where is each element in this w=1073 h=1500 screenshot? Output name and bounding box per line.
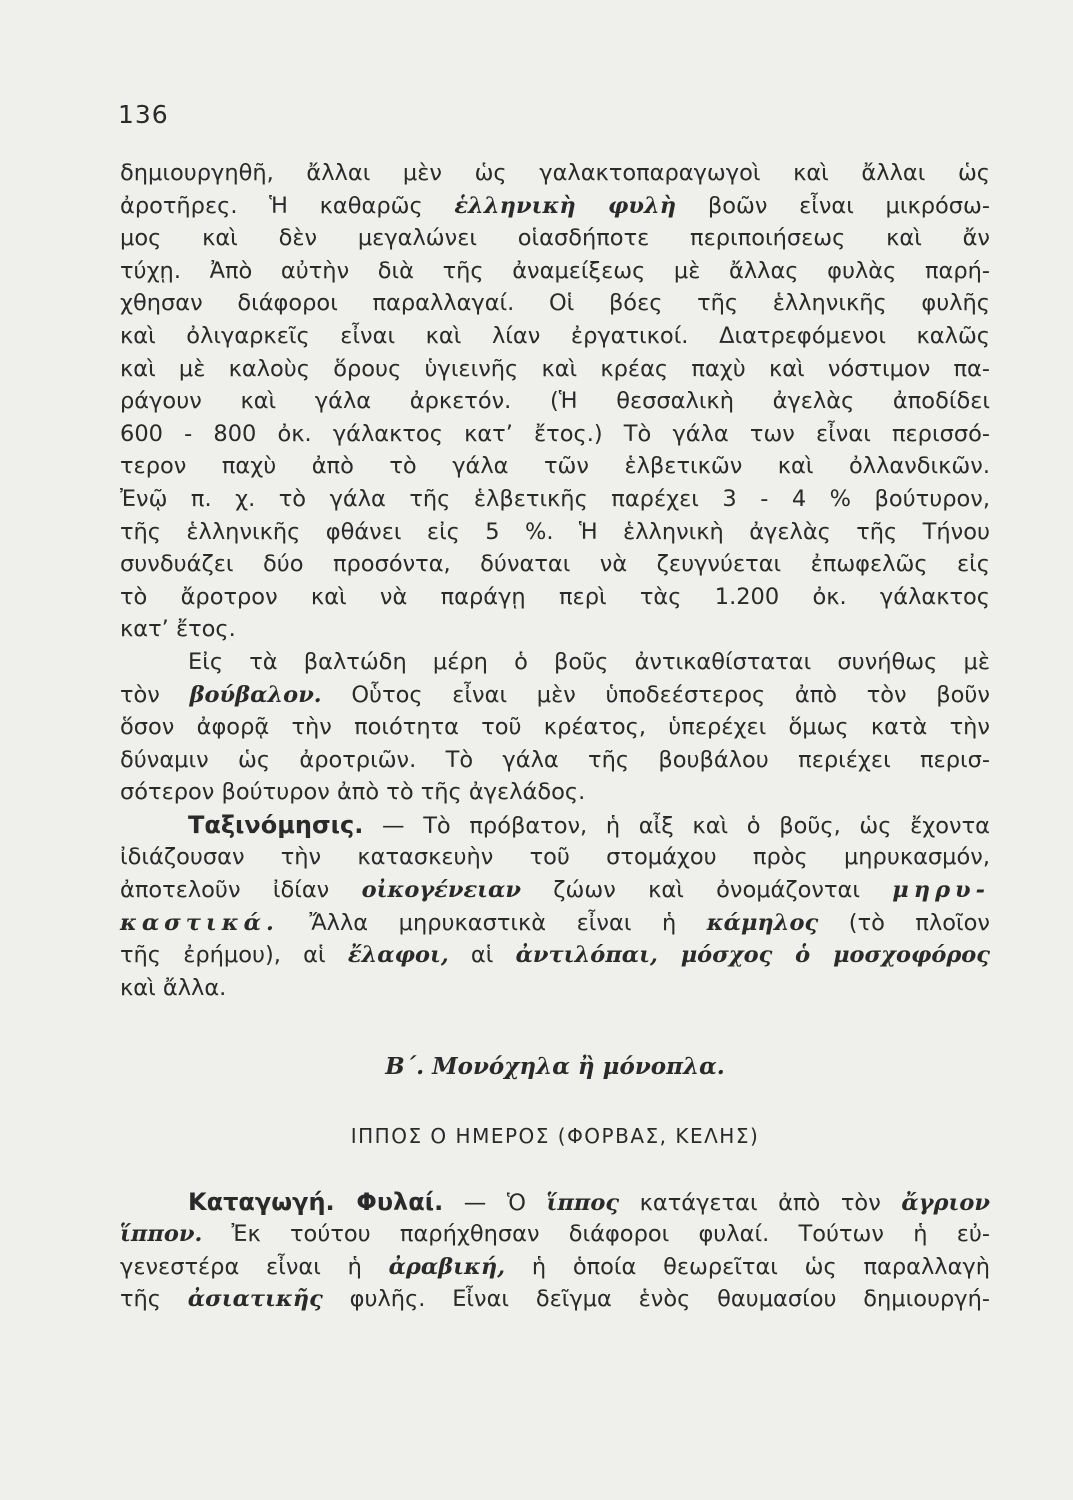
text-line: 600 - 800 ὀκ. γάλακτος κατ’ ἔτος.) Τὸ γάλα των εἶναι περισσό- bbox=[120, 420, 990, 447]
text-line: τῆς ἐρήμου), αἱ ἔλαφοι, αἱ ἀντιλόπαι, μόσχος ὁ μοσχοφόρος bbox=[120, 942, 990, 969]
section-title: Β΄. Μονόχηλα ἢ μόνοπλα. bbox=[385, 1053, 725, 1081]
text-line: τῆς ἀσιατικῆς φυλῆς. Εἶναι δεῖγμα ἑνὸς θαυμασίου δημιουργή- bbox=[120, 1286, 990, 1313]
emphasis: καστικά. bbox=[120, 909, 279, 936]
text-line: τερον παχὺ ἀπὸ τὸ γάλα τῶν ἑλβετικῶν καὶ ὀλλανδικῶν. bbox=[120, 453, 990, 480]
text-line: τὸν βούβαλον. Οὗτος εἶναι μὲν ὑποδεέστερος ἀπὸ τὸν βοῦν bbox=[120, 681, 990, 708]
text-line: ράγουν καὶ γάλα ἀρκετόν. (Ἡ θεσσαλικὴ ἀγελὰς ἀποδίδει bbox=[120, 388, 990, 415]
page-body bbox=[120, 157, 990, 1316]
text-line: καστικά. Ἄλλα μηρυκαστικὰ εἶναι ἡ κάμηλος (τὸ πλοῖον bbox=[120, 909, 990, 936]
text-line: Καταγωγή. Φυλαί. — Ὁ ἵππος κατάγεται ἀπὸ τὸν ἄγριον bbox=[188, 1187, 990, 1216]
text-line: δύναμιν ὡς ἀροτριῶν. Τὸ γάλα τῆς βουβάλου περιέχει περισ- bbox=[120, 746, 990, 773]
text-line: ἵππον. Ἐκ τούτου παρήχθησαν διάφοροι φυλαί. Τούτων ἡ εὐ- bbox=[120, 1221, 990, 1248]
run-in-heading: Ταξινόμησις. bbox=[188, 810, 364, 839]
emphasis: μηρυ- bbox=[892, 877, 991, 904]
subsection-title: ΙΠΠΟΣ Ο ΗΜΕΡΟΣ (ΦΟΡΒΑΣ, ΚΕΛΗΣ) bbox=[350, 1124, 760, 1149]
emphasis: ἵππον. bbox=[120, 1221, 203, 1248]
text-line: καὶ μὲ καλοὺς ὅρους ὑγιεινῆς καὶ κρέας παχὺ καὶ νόστιμον πα- bbox=[120, 355, 990, 382]
emphasis: ἀντιλόπαι, μόσχος ὁ μοσχοφόρος bbox=[515, 942, 990, 969]
text-line: ἀποτελοῦν ἰδίαν οἰκογένειαν ζώων καὶ ὀνομάζονται μηρυ- bbox=[120, 877, 991, 904]
text-line: Ἐνῷ π. χ. τὸ γάλα τῆς ἑλβετικῆς παρέχει 3 - 4 % βούτυρον, bbox=[120, 485, 990, 512]
text-line: κατ’ ἔτος. bbox=[120, 616, 236, 643]
text-line: ἰδιάζουσαν τὴν κατασκευὴν τοῦ στομάχου πρὸς μηρυκασμόν, bbox=[120, 844, 990, 871]
text-line: χθησαν διάφοροι παραλλαγαί. Οἱ βόες τῆς ἑλληνικῆς φυλῆς bbox=[120, 290, 990, 317]
text-line: Ταξινόμησις. — Τὸ πρόβατον, ἡ αἶξ καὶ ὁ βοῦς, ὡς ἔχοντα bbox=[188, 810, 990, 839]
emphasis: ἔλαφοι, bbox=[347, 942, 449, 969]
page-number: 136 bbox=[118, 100, 169, 129]
emphasis: ἄγριον bbox=[901, 1189, 990, 1216]
emphasis: ἑλληνικὴ φυλὴ bbox=[454, 192, 677, 219]
text-line: σότερον βούτυρον ἀπὸ τὸ τῆς ἀγελάδος. bbox=[120, 779, 586, 806]
text-line: τὸ ἄροτρον καὶ νὰ παράγῃ περὶ τὰς 1.200 ὀκ. γάλακτος bbox=[120, 583, 990, 610]
text-line: ὅσον ἀφορᾷ τὴν ποιότητα τοῦ κρέατος, ὑπερέχει ὅμως κατὰ τὴν bbox=[120, 714, 990, 741]
text-line: δημιουργηθῆ, ἄλλαι μὲν ὡς γαλακτοπαραγωγοὶ καὶ ἄλλαι ὡς bbox=[120, 160, 990, 186]
text-line: καὶ ἄλλα. bbox=[120, 974, 227, 1001]
emphasis: κάμηλος bbox=[706, 909, 819, 936]
emphasis: βούβαλον. bbox=[189, 681, 322, 708]
emphasis: οἰκογένειαν bbox=[361, 877, 521, 904]
emphasis: ἵππος bbox=[546, 1189, 620, 1216]
emphasis: ἀραβική, bbox=[388, 1253, 506, 1280]
text-line: μος καὶ δὲν μεγαλώνει οἱασδήποτε περιποιήσεως καὶ ἄν bbox=[120, 225, 990, 252]
text-line: γενεστέρα εἶναι ἡ ἀραβική, ἡ ὁποία θεωρεῖται ὡς παραλλαγὴ bbox=[120, 1253, 990, 1280]
text-line: τύχῃ. Ἀπὸ αὐτὴν διὰ τῆς ἀναμείξεως μὲ ἄλλας φυλὰς παρή- bbox=[120, 257, 990, 284]
emphasis: ἀσιατικῆς bbox=[187, 1286, 323, 1313]
text-line: καὶ ὀλιγαρκεῖς εἶναι καὶ λίαν ἐργατικοί. Διατρεφόμενοι καλῶς bbox=[120, 322, 990, 349]
text-line: ἀροτῆρες. Ἡ καθαρῶς ἑλληνικὴ φυλὴ βοῶν εἶναι μικρόσω- bbox=[120, 192, 991, 219]
text-line: Εἰς τὰ βαλτώδη μέρη ὁ βοῦς ἀντικαθίσταται συνήθως μὲ bbox=[188, 648, 990, 675]
text-line: τῆς ἑλληνικῆς φθάνει εἰς 5 %. Ἡ ἑλληνικὴ ἀγελὰς τῆς Τήνου bbox=[120, 518, 990, 545]
text-line: συνδυάζει δύο προσόντα, δύναται νὰ ζευγνύεται ἐπωφελῶς εἰς bbox=[120, 551, 990, 578]
run-in-heading: Καταγωγή. Φυλαί. bbox=[188, 1187, 444, 1216]
